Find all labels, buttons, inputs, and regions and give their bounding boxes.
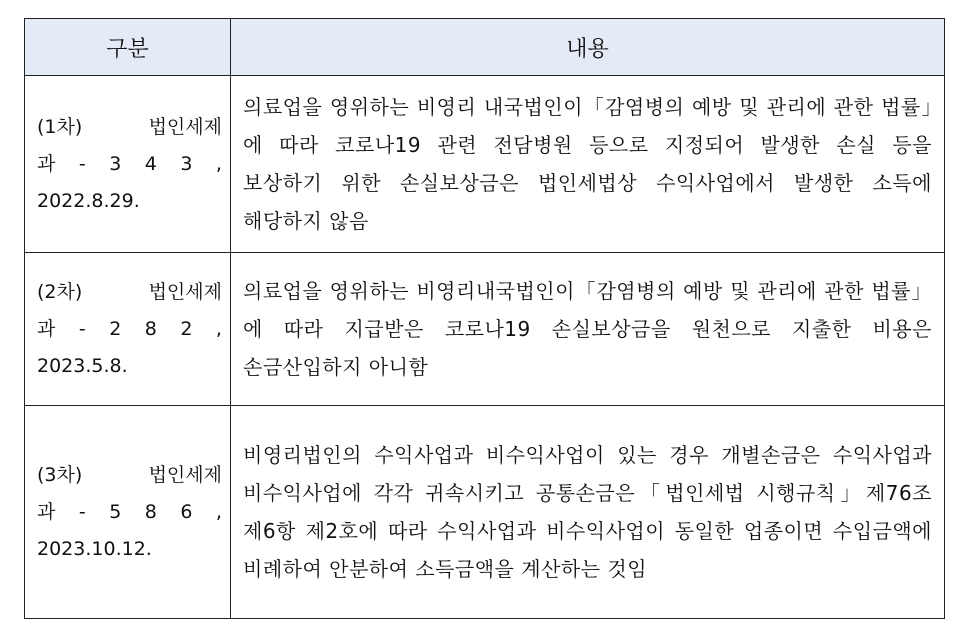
ruling-number: 과 - 5 8 6 , — [37, 500, 222, 523]
ruling-dept: 법인세제 — [148, 115, 222, 138]
table-header-row — [25, 19, 945, 76]
ruling-order: (2차) — [37, 280, 83, 303]
ruling-dept: 법인세제 — [148, 280, 222, 303]
table-row — [25, 253, 945, 406]
ruling-reference — [25, 253, 231, 406]
ruling-reference — [25, 76, 231, 253]
header-category: 구분 — [25, 19, 231, 76]
ruling-content: 의료업을 영위하는 비영리 내국법인이「감염병의 예방 및 관리에 관한 법률」에 따라 코로나19 관련 전담병원 등으로 지정되어 발생한 손실 등을 보상하기 위한 손실보상금은 법인세법상 수익사업에서 발생한 소득에 해당하지 않음 — [231, 76, 945, 253]
ruling-content: 비영리법인의 수익사업과 비수익사업이 있는 경우 개별손금은 수익사업과 비수익사업에 각각 귀속시키고 공통손금은「법인세법 시행규칙」제76조 제6항 제2호에 따라 수익사업과 비수익사업이 동일한 업종이면 수입금액에 비례하여 안분하여 소득금액을 계산하는 것임 — [231, 406, 945, 619]
table-row — [25, 406, 945, 619]
ruling-table — [24, 18, 945, 619]
ruling-date: 2023.5.8. — [37, 354, 128, 377]
ruling-content: 의료업을 영위하는 비영리내국법인이「감염병의 예방 및 관리에 관한 법률」에 따라 지급받은 코로나19 손실보상금을 원천으로 지출한 비용은 손금산입하지 아니함 — [231, 253, 945, 406]
ruling-reference — [25, 406, 231, 619]
ruling-date: 2022.8.29. — [37, 189, 140, 212]
ruling-dept: 법인세제 — [148, 463, 222, 486]
ruling-order: (1차) — [37, 115, 83, 138]
ruling-number: 과 - 3 4 3 , — [37, 152, 222, 175]
ruling-date: 2023.10.12. — [37, 537, 152, 560]
ruling-number: 과 - 2 8 2 , — [37, 317, 222, 340]
header-content: 내용 — [231, 19, 945, 76]
table-row — [25, 76, 945, 253]
ruling-order: (3차) — [37, 463, 83, 486]
